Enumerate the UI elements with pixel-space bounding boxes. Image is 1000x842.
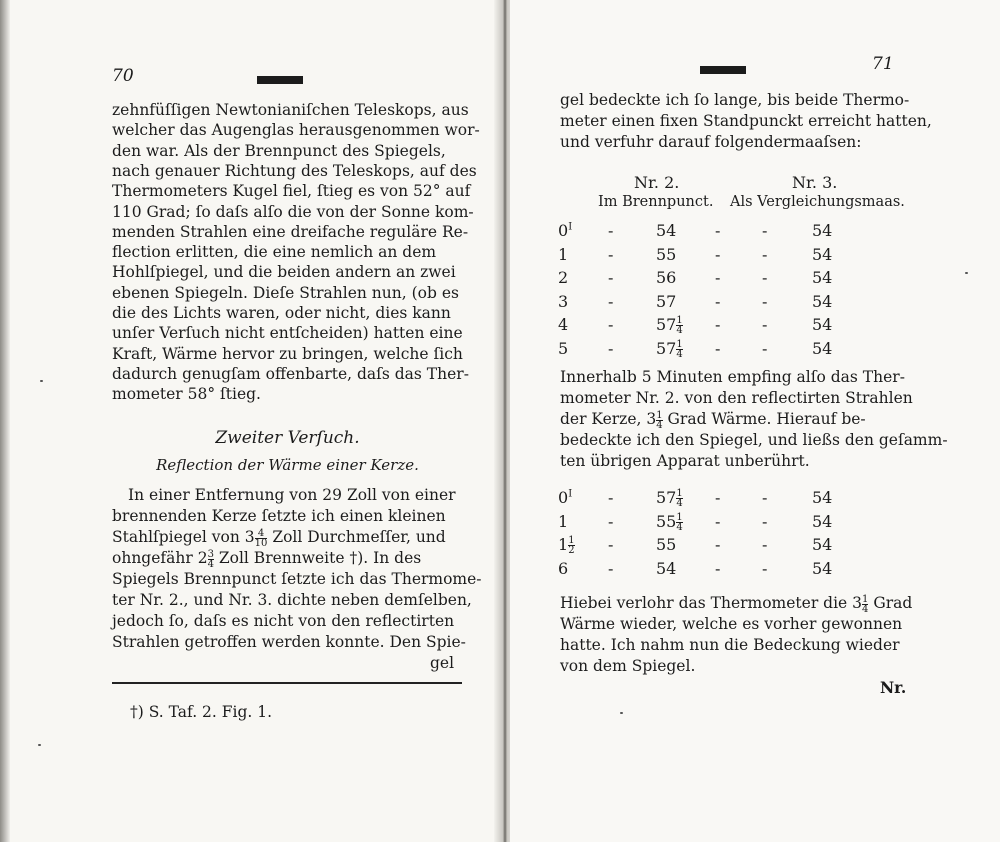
section-title: Zweiter Verſuch. (215, 428, 360, 448)
fraction (656, 411, 662, 430)
table-row (510, 315, 990, 339)
table-row (510, 245, 990, 269)
table-row (510, 292, 990, 316)
fraction (862, 595, 868, 614)
time-cell: 1 (558, 244, 569, 264)
text-line: In einer Entfernung von 29 Zoll von einer (128, 486, 456, 504)
dash: - (715, 268, 721, 287)
dash: - (608, 535, 614, 554)
nr3-value: 54 (812, 558, 833, 578)
dash: - (762, 511, 768, 531)
nr2-value: 57 $\frac{1}{4}$ (656, 488, 683, 509)
fraction (676, 316, 682, 335)
dash: - (608, 511, 614, 531)
page-edge (0, 0, 10, 842)
dash: - (762, 558, 768, 578)
fraction-denominator: 4 (656, 419, 663, 431)
fraction-numerator: 1 (676, 315, 683, 326)
table-row (510, 339, 990, 363)
dash: - (715, 291, 721, 311)
fraction-numerator: 1 (676, 511, 683, 523)
time-cell: 2 (558, 268, 569, 287)
table-row (510, 268, 990, 292)
fraction-denominator: 4 (207, 558, 214, 570)
table-row (510, 488, 990, 512)
table-header-nr3: Nr. 3. (792, 173, 838, 192)
table-row (510, 512, 990, 536)
text-line: ohngefähr 2 $\frac{3}{4}$ Zoll Brennweite †). In des (112, 548, 422, 570)
fraction-numerator: 1 (656, 409, 663, 421)
dash: - (762, 221, 768, 240)
fraction-numerator: 1 (862, 593, 869, 605)
print-speck (620, 712, 623, 714)
dash: - (715, 488, 721, 507)
dash: - (762, 268, 768, 287)
text-line: und verfuhr darauf folgendermaaſsen: (560, 133, 862, 151)
text-line: welcher das Augenglas herausgenommen wor- (112, 121, 480, 140)
table-subheader-nr2: Im Brennpunct. (598, 194, 714, 210)
text-line: flection erlitten, die eine nemlich an dem (112, 243, 437, 262)
print-speck (38, 744, 41, 746)
nr3-value: 54 (812, 221, 833, 240)
dash: - (762, 488, 768, 507)
text-line: gel (430, 654, 455, 672)
table-row (510, 221, 990, 245)
nr2-value: 55 $\frac{1}{4}$ (656, 511, 683, 533)
dash: - (715, 315, 721, 334)
table-row (510, 535, 990, 559)
fraction (255, 529, 268, 548)
text-line: jedoch ſo, daſs es nicht von den reflectirten (112, 612, 455, 630)
time-cell: 5 (558, 338, 569, 358)
text-line: Hiebei verlohr das Thermometer die 3 $\frac{1}{4}$ Grad (560, 593, 913, 615)
text-line: der Kerze, 3 $\frac{1}{4}$ Grad Wärme. Hierauf be- (560, 409, 866, 431)
text-line: Spiegels Brennpunct ſetzte ich das Thermome- (112, 570, 482, 588)
catchword: Nr. (880, 678, 907, 697)
dash: - (715, 244, 721, 264)
fraction-numerator: 1 (676, 338, 683, 350)
nr2-value: 54 (656, 221, 677, 240)
text-line: menden Strahlen eine dreifache reguläre Re- (112, 222, 469, 241)
time-unit: I (568, 221, 573, 233)
fraction (676, 489, 682, 508)
nr3-value: 54 (812, 338, 833, 358)
dash: - (762, 535, 768, 554)
print-speck (965, 272, 968, 274)
nr3-value: 54 (812, 291, 833, 311)
fraction-denominator: 4 (676, 498, 683, 509)
text-line: mometer 58° ſtieg. (112, 385, 261, 404)
text-line: Stahlſpiegel von 3 $\frac{4}{10}$ Zoll Durchmeſſer, und (112, 527, 446, 549)
fraction-denominator: 2 (568, 545, 575, 556)
text-line: von dem Spiegel. (560, 657, 696, 675)
nr3-value: 54 (812, 244, 833, 264)
header-ornament (700, 66, 746, 74)
nr2-value: 56 (656, 268, 677, 287)
dash: - (762, 244, 768, 264)
time-cell: 3 (558, 291, 569, 311)
text-line: die des Lichts waren, oder nicht, dies kann (112, 304, 451, 322)
print-speck (40, 380, 43, 382)
text-line: ebenen Spiegeln. Dieſe Strahlen nun, (ob es (112, 283, 459, 302)
fraction-numerator: 4 (257, 527, 265, 539)
text-line: dadurch genugſam offenbarte, daſs das Ther- (112, 364, 469, 383)
fraction (568, 536, 574, 555)
text-line: ten übrigen Apparat unberührt. (560, 452, 810, 470)
time-cell: 4 (558, 315, 569, 334)
dash: - (715, 511, 721, 531)
dash: - (762, 291, 768, 311)
text-line: mometer Nr. 2. von den reflectirten Strahlen (560, 389, 913, 407)
time-unit: I (568, 488, 573, 500)
text-line: meter einen fixen Standpunckt erreicht hatten, (560, 112, 932, 130)
nr2-value: 55 (656, 535, 677, 554)
text-line: Innerhalb 5 Minuten empfing alſo das Ther- (560, 368, 905, 386)
dash: - (608, 291, 614, 311)
dash: - (608, 558, 614, 578)
text-line: Hohlſpiegel, und die beiden andern an zwei (112, 263, 456, 282)
header-ornament (257, 76, 303, 84)
fraction-denominator: 4 (676, 325, 683, 336)
section-subtitle: Reflection der Wärme einer Kerze. (156, 456, 419, 474)
nr2-value: 55 (656, 244, 677, 264)
dash: - (608, 488, 614, 507)
fraction-numerator: 1 (568, 535, 575, 546)
dash: - (608, 315, 614, 334)
footnote: †) S. Taf. 2. Fig. 1. (130, 703, 273, 721)
footnote-rule (112, 682, 462, 684)
nr3-value: 54 (812, 535, 833, 554)
table-subheader-nr3: Als Vergleichungsmaas. (730, 194, 905, 210)
time-cell: $0^I$ (558, 221, 573, 240)
text-line: ter Nr. 2., und Nr. 3. dichte neben demſelben, (112, 591, 472, 609)
text-line: 110 Grad; ſo daſs alſo die von der Sonne kom- (112, 202, 474, 221)
time-cell: $0^I$ (558, 488, 573, 507)
dash: - (608, 268, 614, 287)
table-row (510, 559, 990, 583)
dash: - (715, 221, 721, 240)
time-cell: 1 (558, 511, 569, 531)
dash: - (608, 244, 614, 264)
fraction-denominator: 4 (676, 521, 683, 533)
fraction (676, 513, 682, 532)
fraction-numerator: 1 (676, 488, 683, 499)
fraction-denominator: 10 (254, 537, 268, 549)
dash: - (608, 221, 614, 240)
nr2-value: 57 $\frac{1}{4}$ (656, 315, 683, 336)
text-line: brennenden Kerze ſetzte ich einen kleinen (112, 507, 446, 525)
right-page (510, 0, 1000, 842)
fraction (676, 340, 682, 359)
dash: - (715, 338, 721, 358)
text-line: Kraft, Wärme hervor zu bringen, welche ſich (112, 344, 463, 363)
text-line: den war. Als der Brennpunct des Spiegels, (112, 141, 446, 160)
nr3-value: 54 (812, 315, 833, 334)
page-number: 71 (872, 54, 894, 74)
time-cell: 1 $\frac{1}{2}$ (558, 535, 575, 556)
time-cell: 6 (558, 558, 569, 578)
nr3-value: 54 (812, 511, 833, 531)
fraction-denominator: 4 (862, 603, 869, 615)
text-line: bedeckte ich den Spiegel, und ließs den geſamm- (560, 431, 948, 449)
nr3-value: 54 (812, 268, 833, 287)
text-line: Wärme wieder, welche es vorher gewonnen (560, 615, 903, 633)
text-line: unſer Verſuch nicht entſcheiden) hatten eine (112, 324, 463, 343)
nr2-value: 57 $\frac{1}{4}$ (656, 338, 683, 360)
text-line: gel bedeckte ich ſo lange, bis beide Thermo- (560, 91, 910, 109)
text-line: hatte. Ich nahm nun die Bedeckung wieder (560, 636, 900, 654)
text-line: nach genauer Richtung des Teleskops, auf des (112, 161, 477, 180)
page-number: 70 (112, 66, 134, 86)
dash: - (608, 338, 614, 358)
table-header-nr2: Nr. 2. (634, 173, 680, 192)
dash: - (762, 338, 768, 358)
dash: - (715, 535, 721, 554)
nr2-value: 54 (656, 558, 677, 578)
nr2-value: 57 (656, 291, 677, 311)
fraction (208, 550, 214, 569)
fraction-numerator: 3 (207, 548, 214, 560)
dash: - (715, 558, 721, 578)
text-line: Strahlen getroffen werden konnte. Den Spie- (112, 633, 466, 651)
text-line: Thermometers Kugel fiel, ſtieg es von 52° auf (112, 182, 471, 201)
text-line: zehnfüſſigen Newtonianiſchen Teleskops, aus (112, 101, 469, 119)
nr3-value: 54 (812, 488, 833, 507)
dash: - (762, 315, 768, 334)
fraction-denominator: 4 (676, 348, 683, 360)
